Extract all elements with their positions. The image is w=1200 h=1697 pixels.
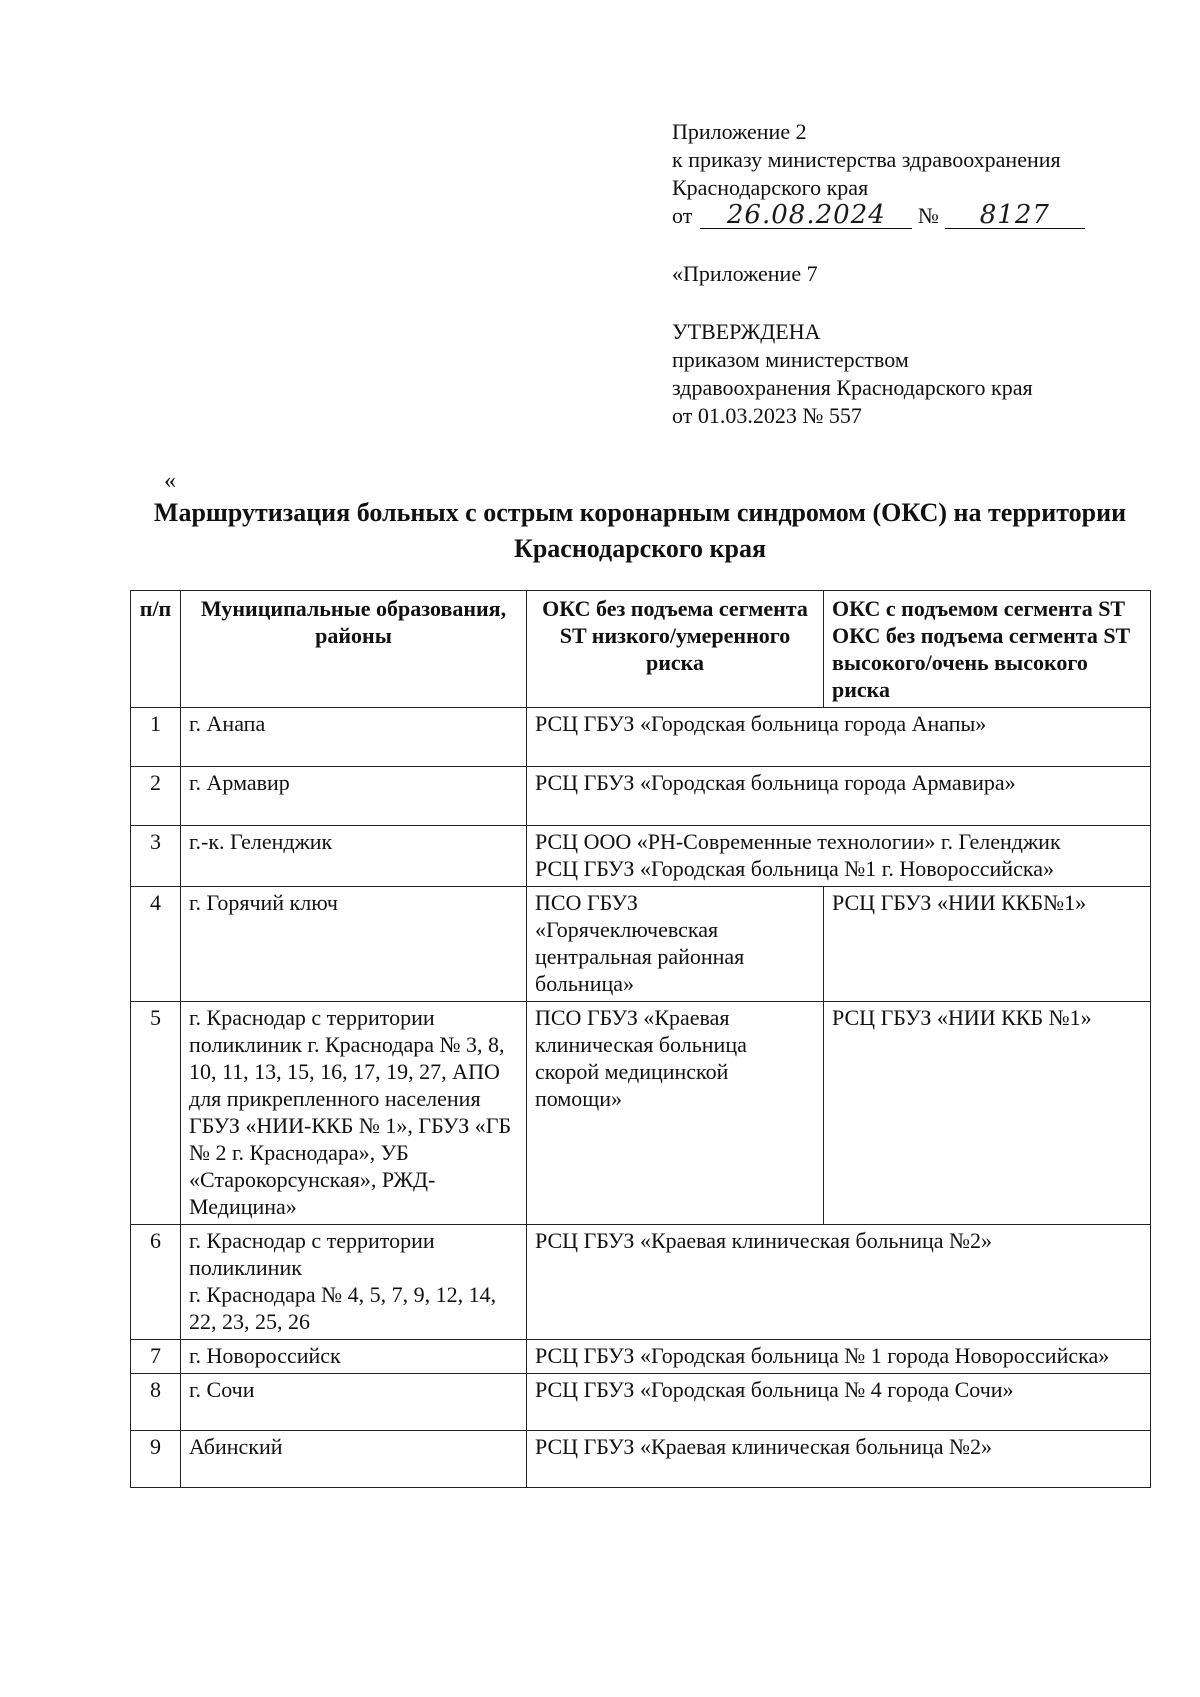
row-facility: РСЦ ГБУЗ «Городская больница № 1 города Новороссийска» bbox=[527, 1340, 1151, 1374]
row-area: г. Армавир bbox=[181, 767, 527, 826]
row-area: г.-к. Геленджик bbox=[181, 826, 527, 887]
approved-ministry-line: здравоохранения Краснодарского края bbox=[672, 375, 1033, 400]
opening-quote: « bbox=[164, 468, 176, 494]
approved-date-line: от 01.03.2023 № 557 bbox=[672, 403, 862, 428]
row-facility: РСЦ ГБУЗ «Краевая клиническая больница №2» bbox=[527, 1225, 1151, 1340]
table-row bbox=[131, 767, 1151, 826]
row-high-risk-facility: РСЦ ГБУЗ «НИИ ККБ №1» bbox=[824, 1002, 1151, 1225]
header-municipality: Муниципальные образования, районы bbox=[181, 591, 527, 708]
header-number: п/п bbox=[131, 591, 181, 708]
table-row bbox=[131, 1340, 1151, 1374]
row-area: г. Новороссийск bbox=[181, 1340, 527, 1374]
approved-by-line: приказом министерством bbox=[672, 347, 909, 372]
row-area: Абинский bbox=[181, 1431, 527, 1488]
row-low-risk-facility: ПСО ГБУЗ «Краевая клиническая больница скорой медицинской помощи» bbox=[527, 1002, 824, 1225]
row-area: г. Сочи bbox=[181, 1374, 527, 1431]
row-number: 6 bbox=[131, 1225, 181, 1340]
row-area: г. Анапа bbox=[181, 708, 527, 767]
row-facility: РСЦ ГБУЗ «Краевая клиническая больница №2» bbox=[527, 1431, 1151, 1488]
routing-table bbox=[130, 590, 1151, 1488]
row-number: 5 bbox=[131, 1002, 181, 1225]
table-header-row bbox=[131, 591, 1151, 708]
row-area: г. Краснодар с территории поликлиник г. Краснодара № 3, 8, 10, 11, 13, 15, 16, 17, 19, 27, АПО для прикрепленного населения ГБУЗ «НИИ-ККБ № 1», ГБУЗ «ГБ № 2 г. Краснодара», УБ «Старокорсунская», РЖД-Медицина» bbox=[181, 1002, 527, 1225]
row-facility: РСЦ ООО «РН-Современные технологии» г. Геленджик РСЦ ГБУЗ «Городская больница №1 г. Новороссийска» bbox=[527, 826, 1151, 887]
sub-appendix-label: «Приложение 7 bbox=[672, 261, 818, 286]
row-number: 3 bbox=[131, 826, 181, 887]
from-label: от bbox=[672, 203, 693, 228]
row-low-risk-facility: ПСО ГБУЗ «Горячеключевская центральная районная больница» bbox=[527, 887, 824, 1002]
table-row bbox=[131, 1225, 1151, 1340]
row-number: 8 bbox=[131, 1374, 181, 1431]
row-high-risk-facility: РСЦ ГБУЗ «НИИ ККБ№1» bbox=[824, 887, 1151, 1002]
row-facility: РСЦ ГБУЗ «Городская больница № 4 города Сочи» bbox=[527, 1374, 1151, 1431]
header-high-risk: ОКС с подъемом сегмента ST ОКС без подъема сегмента ST высокого/очень высокого риска bbox=[824, 591, 1151, 708]
row-number: 2 bbox=[131, 767, 181, 826]
table-row bbox=[131, 1374, 1151, 1431]
row-number: 7 bbox=[131, 1340, 181, 1374]
row-number: 9 bbox=[131, 1431, 181, 1488]
document-title: Маршрутизация больных с острым коронарным синдромом (ОКС) на территории Краснодарского края bbox=[153, 498, 1127, 563]
table-row bbox=[131, 887, 1151, 1002]
row-number: 4 bbox=[131, 887, 181, 1002]
header-low-risk: ОКС без подъема сегмента ST низкого/умеренного риска bbox=[527, 591, 824, 708]
appendix-order-line: к приказу министерства здравоохранения bbox=[672, 147, 1061, 172]
order-date-line bbox=[672, 202, 1132, 230]
table-row bbox=[131, 826, 1151, 887]
table-row bbox=[131, 1431, 1151, 1488]
row-facility: РСЦ ГБУЗ «Городская больница города Армавира» bbox=[527, 767, 1151, 826]
number-label: № bbox=[917, 203, 939, 228]
table-row bbox=[131, 708, 1151, 767]
approved-heading: УТВЕРЖДЕНА bbox=[672, 319, 821, 344]
table-row bbox=[131, 1002, 1151, 1225]
handwritten-date: 26.08.2024 bbox=[700, 202, 912, 229]
row-facility: РСЦ ГБУЗ «Городская больница города Анапы» bbox=[527, 708, 1151, 767]
appendix-label: Приложение 2 bbox=[672, 119, 807, 144]
appendix-header bbox=[672, 118, 1132, 430]
row-number: 1 bbox=[131, 708, 181, 767]
row-area: г. Горячий ключ bbox=[181, 887, 527, 1002]
appendix-region-line: Краснодарского края bbox=[672, 175, 869, 200]
row-area: г. Краснодар с территории поликлиник г. Краснодара № 4, 5, 7, 9, 12, 14, 22, 23, 25, 26 bbox=[181, 1225, 527, 1340]
handwritten-number: 8127 bbox=[945, 202, 1085, 229]
